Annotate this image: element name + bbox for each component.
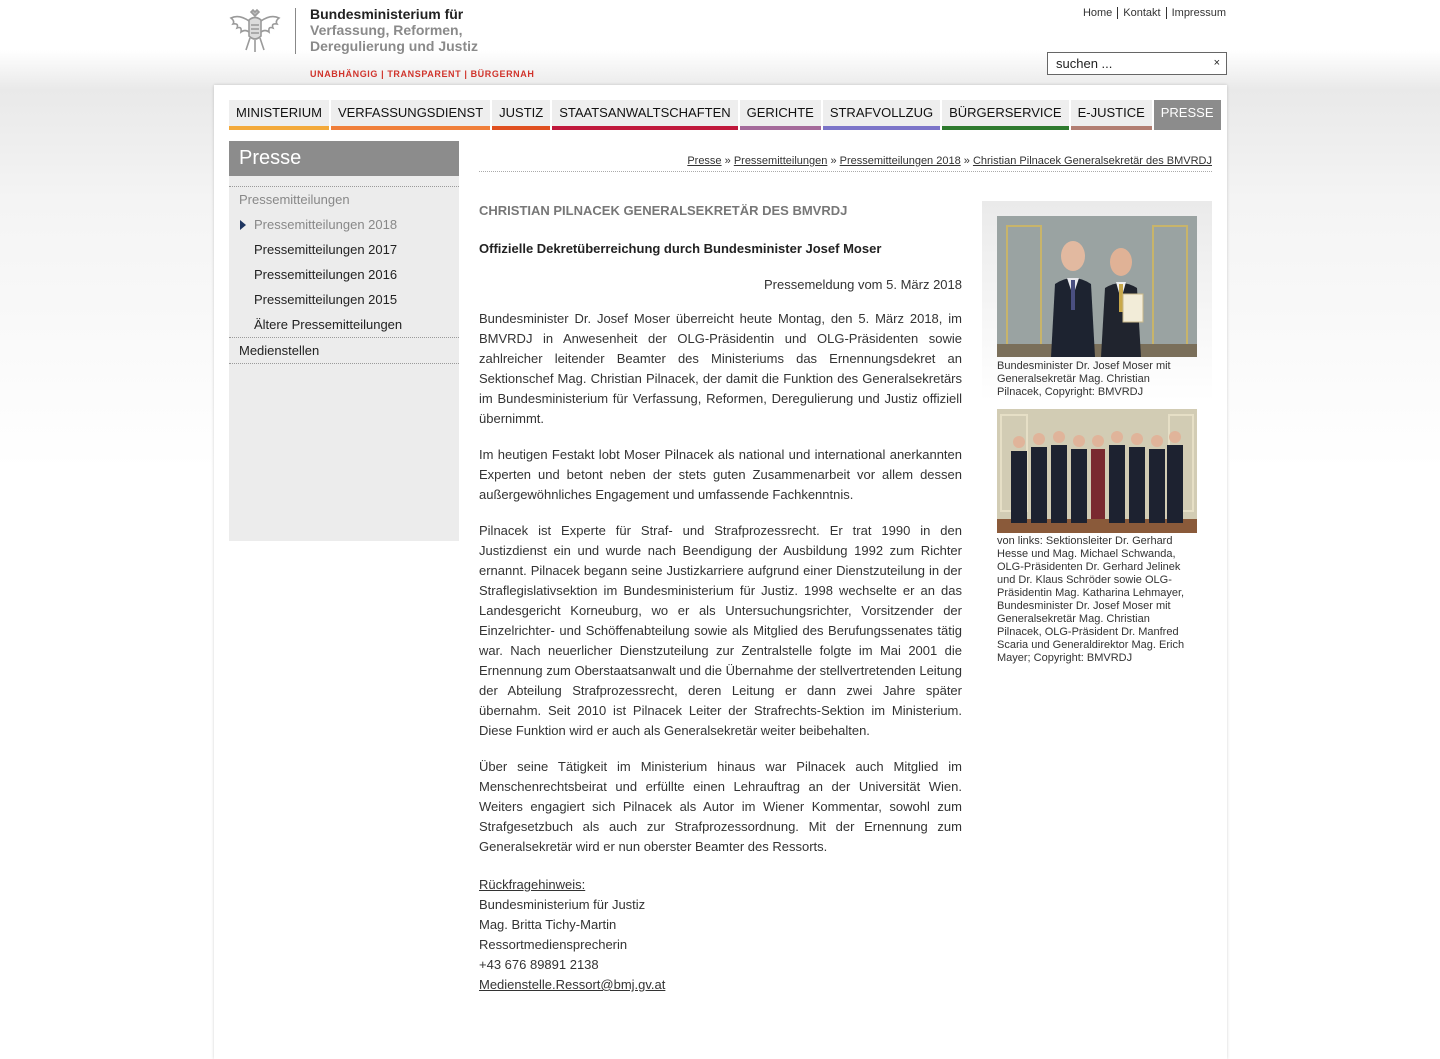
breadcrumb-link-presse[interactable]: Presse [687, 155, 722, 167]
contact-line: Ressortmediensprecherin [479, 937, 628, 952]
press-photo-2[interactable] [997, 409, 1197, 533]
nav-item-buergerservice[interactable]: BÜRGERSERVICE [942, 100, 1068, 130]
sidebar-item-pressemitteilungen-2015[interactable]: Pressemitteilungen 2015 [254, 292, 398, 307]
current-page-arrow-icon [240, 220, 246, 230]
breadcrumb-link-pressemitteilungen-2018[interactable]: Pressemitteilungen 2018 [839, 155, 961, 167]
article-paragraph: Bundesminister Dr. Josef Moser überreicht heute Montag, den 5. März 2018, im BMVRDJ in Anwesenheit der OLG-Präsidentin und OLG-Präsidenten sowie zahlreicher leitender Beamter des Ministeriums das Ernennungsdekret an Sektionschef Mag. Christian Pilnacek, der damit die Funktion des Generalsekretärs im Bundesministerium für Verfassung, Reformen, Deregulierung und Justiz offiziell übernimmt. [479, 311, 962, 426]
contact-line: Mag. Britta Tichy-Martin [479, 917, 617, 932]
press-photo-2-caption: von links: Sektionsleiter Dr. Gerhard Hesse und Mag. Michael Schwanda, OLG-Präsidenten Dr. Gerhard Jelinek und Dr. Klaus Schröder sowie OLG-Präsidentin Mag. Katharina Lehmayer, Bundesminister Dr. Josef Moser mit Generalsekretär Mag. Christian Pilnacek, OLG-Präsident Dr. Manfred Scaria und Generaldirektor Mag. Erich Mayer; Copyright: BMVRDJ [997, 535, 1185, 664]
sidebar-title: Presse [229, 141, 459, 176]
contact-line: Bundesministerium für Justiz [479, 897, 646, 912]
nav-item-presse[interactable]: PRESSE [1154, 100, 1221, 130]
sidebar-item-pressemitteilungen-2017[interactable]: Pressemitteilungen 2017 [254, 242, 398, 257]
service-link-kontakt[interactable]: Kontakt [1117, 7, 1165, 19]
press-photo-2-image [997, 409, 1197, 533]
sidebar-item-medienstellen[interactable]: Medienstellen [239, 343, 320, 358]
sidebar [229, 141, 459, 541]
contact-block [479, 875, 962, 995]
breadcrumb-link-current[interactable]: Christian Pilnacek Generalsekretär des BMVRDJ [972, 155, 1212, 167]
press-photo-1-image [997, 216, 1197, 357]
sidebar-item-pressemitteilungen-2016[interactable]: Pressemitteilungen 2016 [254, 267, 398, 282]
nav-item-gerichte[interactable]: GERICHTE [740, 100, 821, 130]
service-nav [1078, 7, 1226, 19]
article-paragraph: Über seine Tätigkeit im Ministerium hinaus war Pilnacek auch Mitglied im Menschenrechtsbeirat und erfüllte einen Lehrauftrag an der Universität Wien. Weiters engagiert sich Pilnacek als Autor im Wiener Kommentar, sowohl zum Strafgesetzbuch als auch zur Strafprozessordnung. Mit der Ernennung zum Generalsekretär wird er nun oberster Beamter des Ressorts. [479, 759, 962, 854]
nav-item-e-justice[interactable]: E-JUSTICE [1071, 100, 1152, 130]
sidebar-item-pressemitteilungen[interactable]: Pressemitteilungen [239, 192, 350, 207]
logo-tagline: UNABHÄNGIG | TRANSPARENT | BÜRGERNAH [310, 69, 535, 79]
article-headline: CHRISTIAN PILNACEK GENERALSEKRETÄR DES BMVRDJ [479, 203, 848, 218]
press-photo-1[interactable] [997, 216, 1197, 357]
sidebar-divider [229, 337, 459, 338]
article-subheadline: Offizielle Dekretüberreichung durch Bundesminister Josef Moser [479, 241, 882, 256]
contact-label: Rückfragehinweis: [479, 877, 586, 892]
breadcrumb [687, 155, 1212, 167]
logo-title-line1: Bundesministerium für [310, 6, 464, 22]
nav-item-strafvollzug[interactable]: STRAFVOLLZUG [823, 100, 940, 130]
sidebar-divider [229, 363, 459, 364]
logo-divider [295, 8, 296, 54]
breadcrumb-separator: » [724, 155, 731, 167]
logo-title-line2: Verfassung, Reformen, [310, 22, 463, 38]
contact-phone: +43 676 89891 2138 [479, 957, 599, 972]
search-box [1047, 52, 1227, 75]
article-paragraph: Im heutigen Festakt lobt Moser Pilnacek als national und international anerkannten Experten und betont neben der stets guten Zusammenarbeit vor allem dessen außergewöhnliches Engagement und umfassende Fachkenntnis. [479, 447, 962, 502]
article-paragraph: Pilnacek ist Experte für Straf- und Strafprozessrecht. Er trat 1990 in den Justizdienst ein und wurde nach Beendigung der Ausbildung 1992 zum Richter ernannt. Pilnacek begann seine Justizkarriere aufgrund einer Dienstzuteilung in der Straflegislativsektion im Bundesministerium für Justiz. 1998 wechselte er an das Landesgericht Korneuburg, wo er als Untersuchungsrichter, Vorsitzender der Einzelrichter- und Schöffenabteilung sowie als Mitglied des Berufungssenates tätig war. Nach neuerlicher Dienstzuteilung zur Zentralstelle folgte im Mai 2001 die Ernennung zum Oberstaatsanwalt und die Übernahme der stellvertretenden Leitung der Abteilung Strafprozessrecht, deren Leitung er dann zwei Jahre später übernahm. Seit 2010 ist Pilnacek Leiter der Strafrechts-Sektion im Ministerium. Diese Funktion wird er auch als Generalsekretär weiter beibehalten. [479, 523, 962, 738]
contact-email-link[interactable]: Medienstelle.Ressort@bmj.gv.at [479, 977, 666, 992]
sidebar-item-pressemitteilungen-2018[interactable]: Pressemitteilungen 2018 [254, 217, 398, 232]
logo-title-line3: Deregulierung und Justiz [310, 38, 479, 54]
sidebar-item-aeltere-pressemitteilungen[interactable]: Ältere Pressemitteilungen [254, 317, 403, 332]
breadcrumb-separator: » [830, 155, 837, 167]
press-release-date: Pressemeldung vom 5. März 2018 [764, 277, 962, 292]
search-input[interactable] [1048, 53, 1208, 74]
service-link-impressum[interactable]: Impressum [1166, 7, 1226, 19]
breadcrumb-separator: » [963, 155, 970, 167]
service-link-home[interactable]: Home [1082, 7, 1113, 19]
breadcrumb-link-pressemitteilungen[interactable]: Pressemitteilungen [733, 155, 828, 167]
nav-item-justiz[interactable]: JUSTIZ [492, 100, 550, 130]
sidebar-divider [229, 186, 459, 187]
austrian-eagle-icon [229, 8, 281, 54]
breadcrumb-divider [479, 171, 1212, 172]
nav-item-verfassungsdienst[interactable]: VERFASSUNGSDIENST [331, 100, 490, 130]
article [479, 203, 962, 992]
nav-item-ministerium[interactable]: MINISTERIUM [229, 100, 329, 130]
nav-item-staatsanwaltschaften[interactable]: STAATSANWALTSCHAFTEN [552, 100, 737, 130]
search-submit-icon[interactable]: × [1213, 57, 1220, 69]
main-nav [229, 100, 1221, 130]
press-photo-1-caption: Bundesminister Dr. Josef Moser mit Generalsekretär Mag. Christian Pilnacek, Copyright: BMVRDJ [997, 360, 1171, 398]
